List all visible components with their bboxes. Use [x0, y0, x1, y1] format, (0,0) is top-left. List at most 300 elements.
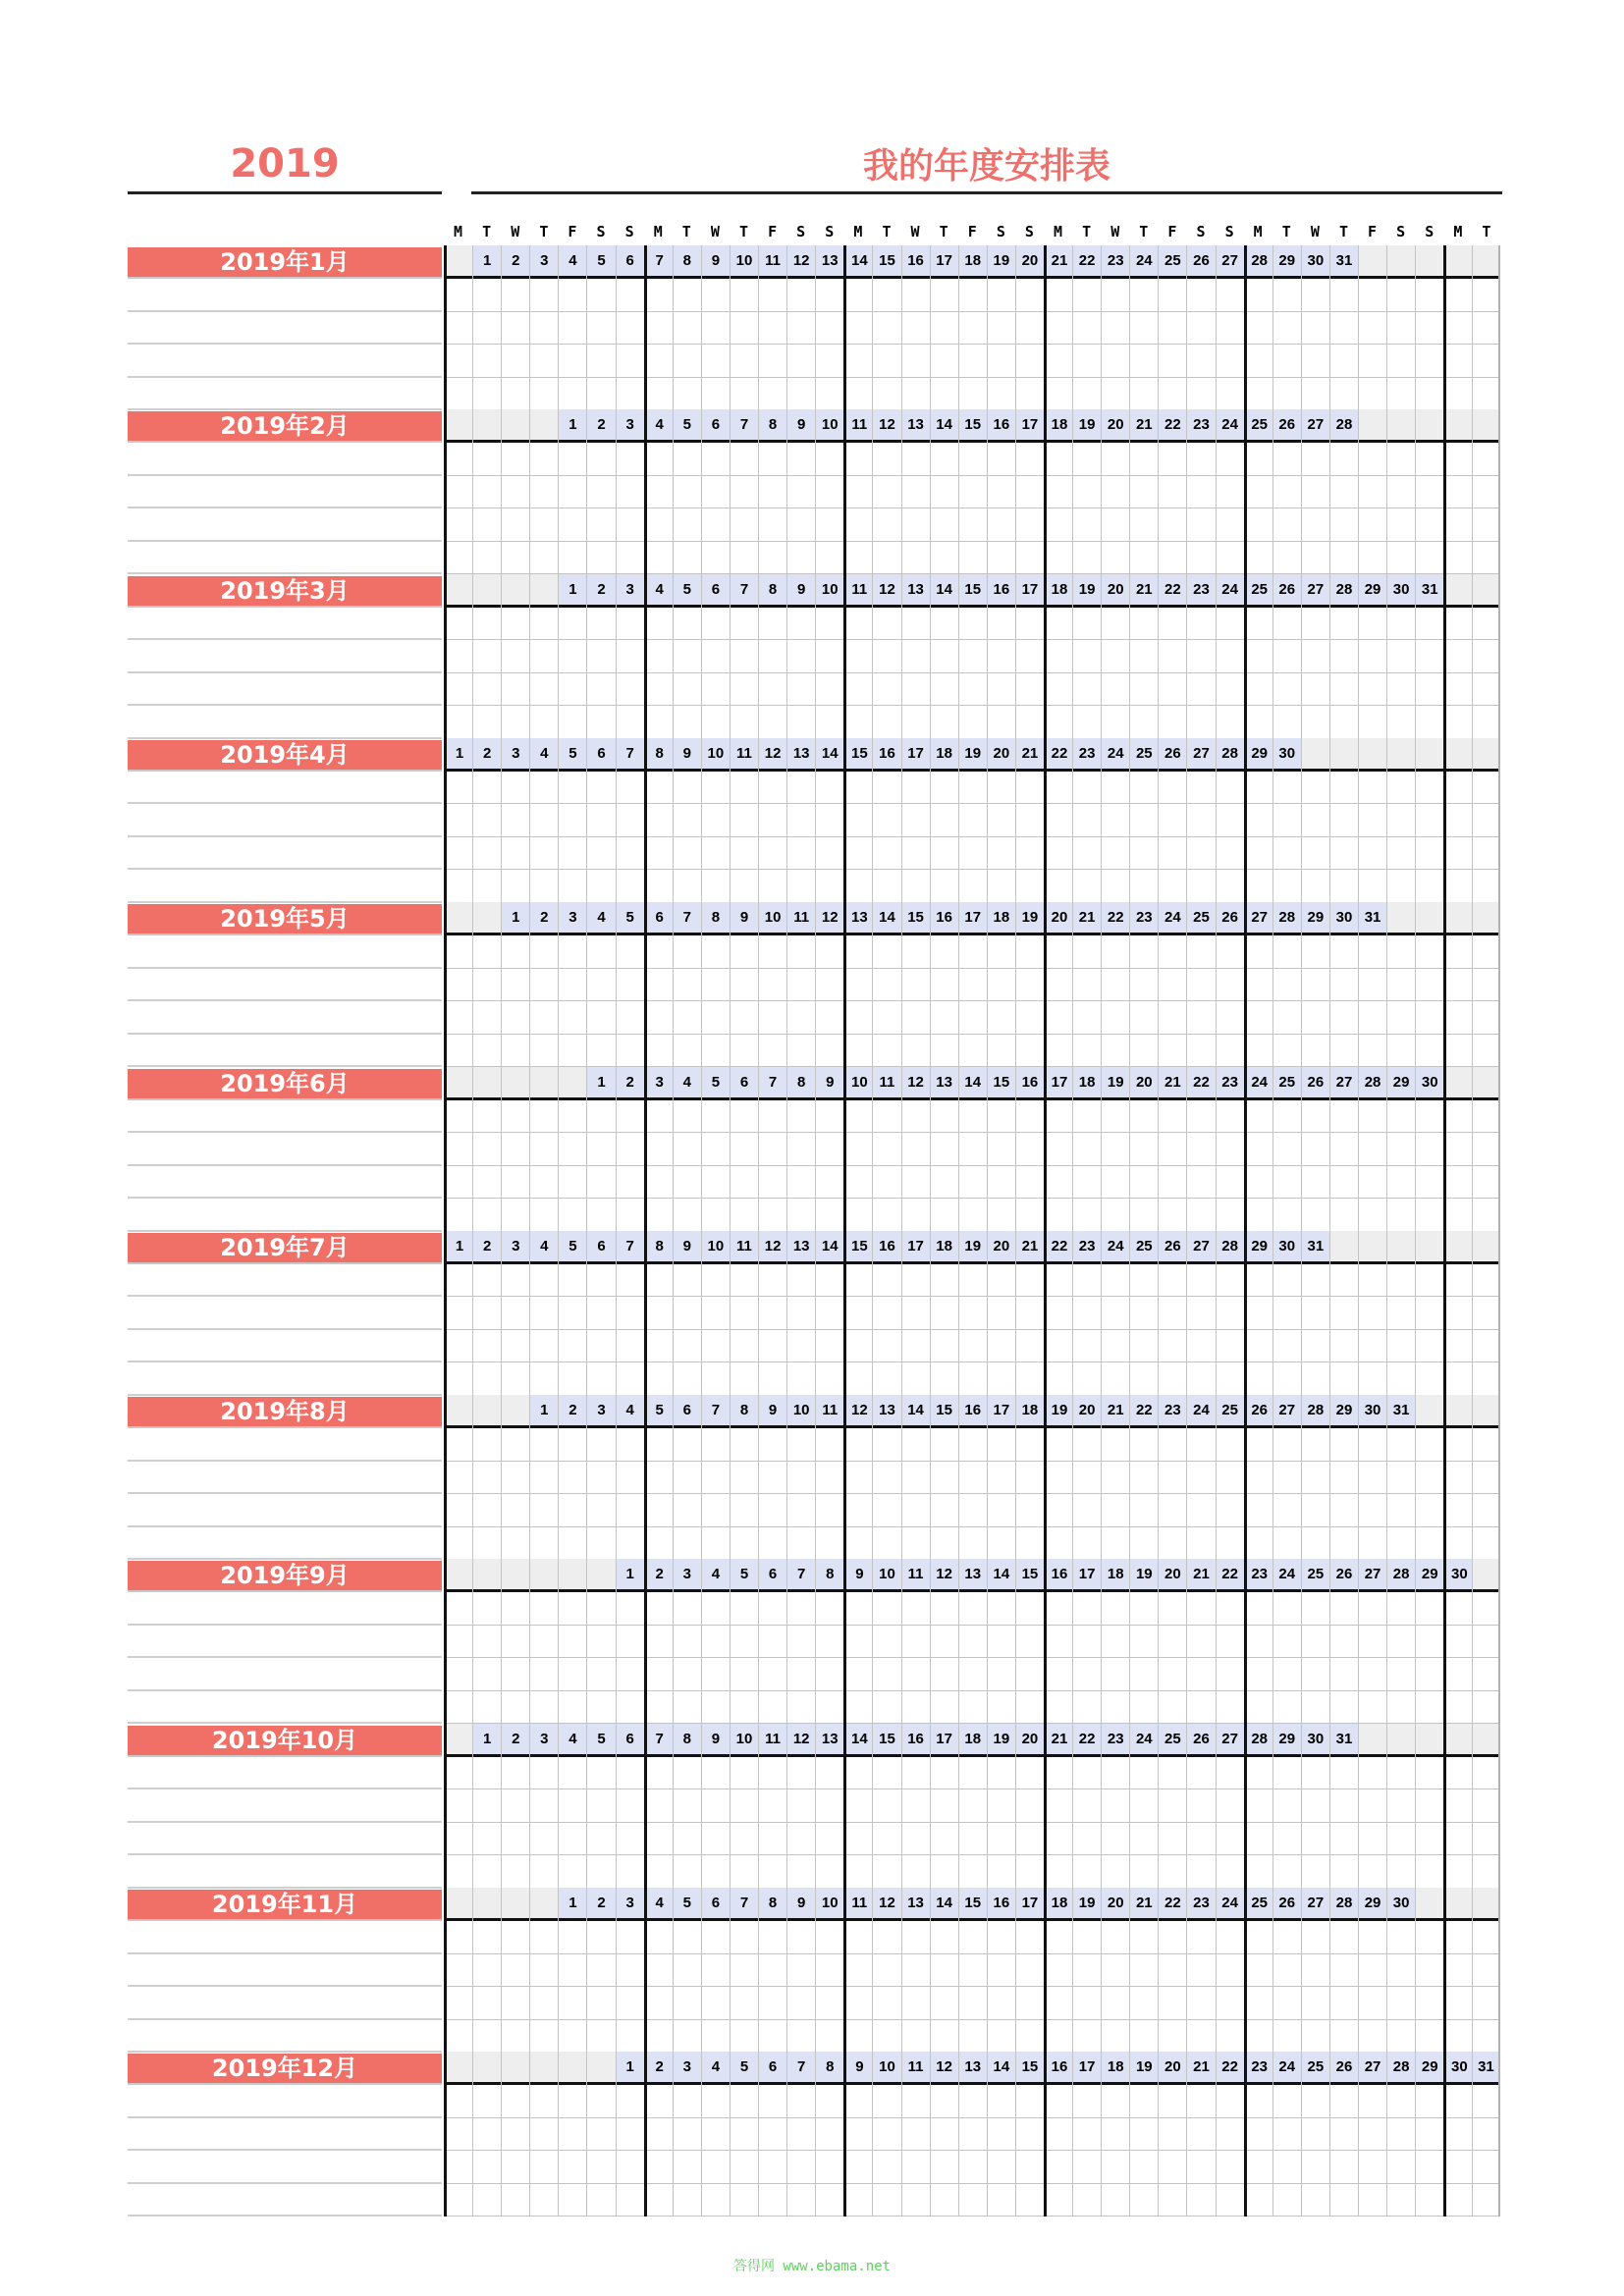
schedule-cell[interactable]	[1187, 508, 1215, 542]
schedule-cell[interactable]	[1359, 508, 1386, 542]
schedule-cell[interactable]	[502, 870, 529, 903]
schedule-cell[interactable]	[816, 1428, 843, 1462]
schedule-cell[interactable]	[1130, 1954, 1158, 1988]
schedule-cell[interactable]	[1416, 1330, 1443, 1363]
schedule-cell[interactable]	[846, 673, 872, 707]
schedule-cell[interactable]	[447, 2151, 472, 2184]
schedule-cell[interactable]	[902, 837, 930, 871]
schedule-cell[interactable]	[1217, 2151, 1244, 2184]
schedule-cell[interactable]	[1302, 1166, 1329, 1200]
schedule-cell[interactable]	[1302, 1001, 1329, 1035]
schedule-cell[interactable]	[759, 837, 786, 871]
schedule-cell[interactable]	[1446, 1035, 1472, 1068]
schedule-cell[interactable]	[846, 1462, 872, 1495]
schedule-cell[interactable]	[473, 1823, 501, 1856]
schedule-cell[interactable]	[1159, 1462, 1186, 1495]
schedule-cell[interactable]	[988, 1330, 1015, 1363]
schedule-cell[interactable]	[587, 378, 615, 411]
schedule-cell[interactable]	[1446, 1527, 1472, 1561]
schedule-cell[interactable]	[816, 2184, 843, 2217]
schedule-cell[interactable]	[1102, 1592, 1129, 1626]
schedule-cell[interactable]	[787, 2118, 815, 2152]
schedule-cell[interactable]	[988, 1592, 1015, 1626]
schedule-cell[interactable]	[787, 1297, 815, 1330]
schedule-cell[interactable]	[1359, 1133, 1386, 1166]
schedule-cell[interactable]	[1159, 608, 1186, 641]
schedule-cell[interactable]	[1217, 378, 1244, 411]
schedule-cell[interactable]	[959, 706, 987, 739]
schedule-cell[interactable]	[759, 2151, 786, 2184]
schedule-cell[interactable]	[816, 1001, 843, 1035]
schedule-cell[interactable]	[787, 476, 815, 509]
schedule-cell[interactable]	[530, 1199, 558, 1232]
schedule-cell[interactable]	[587, 1658, 615, 1691]
schedule-cell[interactable]	[1247, 804, 1272, 837]
schedule-cell[interactable]	[1473, 2151, 1498, 2184]
schedule-cell[interactable]	[1047, 1330, 1072, 1363]
schedule-cell[interactable]	[759, 1428, 786, 1462]
schedule-cell[interactable]	[1473, 1264, 1498, 1298]
schedule-cell[interactable]	[988, 542, 1015, 575]
schedule-cell[interactable]	[1016, 837, 1044, 871]
schedule-cell[interactable]	[846, 1264, 872, 1298]
schedule-cell[interactable]	[559, 1626, 586, 1659]
schedule-cell[interactable]	[1073, 2118, 1101, 2152]
schedule-cell[interactable]	[1073, 2020, 1101, 2054]
schedule-cell[interactable]	[447, 969, 472, 1002]
schedule-cell[interactable]	[1217, 935, 1244, 969]
schedule-cell[interactable]	[1217, 1691, 1244, 1725]
schedule-cell[interactable]	[1130, 804, 1158, 837]
schedule-cell[interactable]	[1047, 706, 1072, 739]
schedule-cell[interactable]	[759, 1199, 786, 1232]
schedule-cell[interactable]	[1130, 1987, 1158, 2020]
schedule-cell[interactable]	[1159, 837, 1186, 871]
schedule-cell[interactable]	[587, 476, 615, 509]
schedule-cell[interactable]	[902, 1855, 930, 1889]
schedule-cell[interactable]	[1302, 312, 1329, 346]
schedule-cell[interactable]	[702, 1035, 730, 1068]
schedule-cell[interactable]	[759, 279, 786, 312]
schedule-cell[interactable]	[846, 608, 872, 641]
schedule-cell[interactable]	[1387, 837, 1415, 871]
schedule-cell[interactable]	[1446, 706, 1472, 739]
schedule-cell[interactable]	[1047, 1035, 1072, 1068]
schedule-cell[interactable]	[1330, 673, 1358, 707]
schedule-cell[interactable]	[674, 1954, 701, 1988]
schedule-cell[interactable]	[931, 1462, 958, 1495]
schedule-cell[interactable]	[731, 1100, 758, 1134]
schedule-cell[interactable]	[931, 1954, 958, 1988]
schedule-cell[interactable]	[1187, 837, 1215, 871]
schedule-cell[interactable]	[530, 443, 558, 476]
schedule-cell[interactable]	[1159, 1100, 1186, 1134]
schedule-cell[interactable]	[502, 1035, 529, 1068]
schedule-cell[interactable]	[587, 2151, 615, 2184]
schedule-cell[interactable]	[530, 870, 558, 903]
schedule-cell[interactable]	[447, 608, 472, 641]
schedule-cell[interactable]	[702, 1264, 730, 1298]
schedule-cell[interactable]	[1302, 1987, 1329, 2020]
schedule-cell[interactable]	[1416, 1494, 1443, 1527]
schedule-cell[interactable]	[617, 508, 644, 542]
schedule-cell[interactable]	[447, 443, 472, 476]
schedule-cell[interactable]	[902, 542, 930, 575]
schedule-cell[interactable]	[1302, 1757, 1329, 1790]
schedule-cell[interactable]	[1416, 1527, 1443, 1561]
schedule-cell[interactable]	[1473, 476, 1498, 509]
schedule-cell[interactable]	[1273, 1133, 1301, 1166]
schedule-cell[interactable]	[587, 1954, 615, 1988]
schedule-cell[interactable]	[902, 935, 930, 969]
schedule-cell[interactable]	[1359, 837, 1386, 871]
schedule-cell[interactable]	[731, 1133, 758, 1166]
schedule-cell[interactable]	[617, 1166, 644, 1200]
schedule-cell[interactable]	[1247, 870, 1272, 903]
schedule-cell[interactable]	[502, 1100, 529, 1134]
schedule-cell[interactable]	[931, 1199, 958, 1232]
schedule-cell[interactable]	[674, 312, 701, 346]
schedule-cell[interactable]	[902, 804, 930, 837]
schedule-cell[interactable]	[1047, 1133, 1072, 1166]
schedule-cell[interactable]	[559, 476, 586, 509]
schedule-cell[interactable]	[1330, 935, 1358, 969]
schedule-cell[interactable]	[1302, 1921, 1329, 1954]
schedule-cell[interactable]	[1359, 1166, 1386, 1200]
schedule-cell[interactable]	[1446, 837, 1472, 871]
schedule-cell[interactable]	[816, 378, 843, 411]
schedule-cell[interactable]	[1359, 1494, 1386, 1527]
schedule-cell[interactable]	[530, 2085, 558, 2118]
schedule-cell[interactable]	[587, 1592, 615, 1626]
schedule-cell[interactable]	[674, 1330, 701, 1363]
schedule-cell[interactable]	[873, 1428, 900, 1462]
schedule-cell[interactable]	[1473, 508, 1498, 542]
schedule-cell[interactable]	[1047, 1297, 1072, 1330]
schedule-cell[interactable]	[702, 2020, 730, 2054]
schedule-cell[interactable]	[1273, 476, 1301, 509]
schedule-cell[interactable]	[1387, 378, 1415, 411]
schedule-cell[interactable]	[1130, 837, 1158, 871]
schedule-cell[interactable]	[647, 1789, 673, 1823]
schedule-cell[interactable]	[931, 1330, 958, 1363]
schedule-cell[interactable]	[1446, 935, 1472, 969]
schedule-cell[interactable]	[647, 1592, 673, 1626]
schedule-cell[interactable]	[1047, 1462, 1072, 1495]
schedule-cell[interactable]	[1359, 640, 1386, 673]
schedule-cell[interactable]	[587, 1428, 615, 1462]
schedule-cell[interactable]	[1359, 935, 1386, 969]
schedule-cell[interactable]	[787, 443, 815, 476]
schedule-cell[interactable]	[702, 2151, 730, 2184]
schedule-cell[interactable]	[559, 673, 586, 707]
schedule-cell[interactable]	[1102, 1264, 1129, 1298]
schedule-cell[interactable]	[1130, 378, 1158, 411]
schedule-cell[interactable]	[1016, 870, 1044, 903]
schedule-cell[interactable]	[447, 1987, 472, 2020]
schedule-cell[interactable]	[1187, 1691, 1215, 1725]
schedule-cell[interactable]	[1130, 2020, 1158, 2054]
schedule-cell[interactable]	[902, 443, 930, 476]
schedule-cell[interactable]	[647, 1954, 673, 1988]
schedule-cell[interactable]	[647, 1166, 673, 1200]
schedule-cell[interactable]	[1330, 508, 1358, 542]
schedule-cell[interactable]	[959, 2184, 987, 2217]
schedule-cell[interactable]	[617, 870, 644, 903]
schedule-cell[interactable]	[473, 1462, 501, 1495]
schedule-cell[interactable]	[530, 837, 558, 871]
schedule-cell[interactable]	[731, 1362, 758, 1396]
note-line[interactable]	[128, 804, 442, 837]
schedule-cell[interactable]	[1416, 1100, 1443, 1134]
schedule-cell[interactable]	[447, 1133, 472, 1166]
schedule-cell[interactable]	[559, 2085, 586, 2118]
schedule-cell[interactable]	[731, 1823, 758, 1856]
schedule-cell[interactable]	[1330, 1592, 1358, 1626]
schedule-cell[interactable]	[873, 608, 900, 641]
schedule-cell[interactable]	[1302, 508, 1329, 542]
schedule-cell[interactable]	[559, 2020, 586, 2054]
schedule-cell[interactable]	[587, 1297, 615, 1330]
schedule-cell[interactable]	[1016, 706, 1044, 739]
schedule-cell[interactable]	[787, 1789, 815, 1823]
schedule-cell[interactable]	[1446, 508, 1472, 542]
schedule-cell[interactable]	[1016, 345, 1044, 378]
schedule-cell[interactable]	[902, 1100, 930, 1134]
note-line[interactable]	[128, 2151, 442, 2184]
note-line[interactable]	[128, 1462, 442, 1495]
schedule-cell[interactable]	[902, 1297, 930, 1330]
schedule-cell[interactable]	[1387, 345, 1415, 378]
schedule-cell[interactable]	[1073, 1264, 1101, 1298]
schedule-cell[interactable]	[1359, 1592, 1386, 1626]
schedule-cell[interactable]	[647, 312, 673, 346]
schedule-cell[interactable]	[902, 1428, 930, 1462]
schedule-cell[interactable]	[988, 2085, 1015, 2118]
schedule-cell[interactable]	[1047, 1494, 1072, 1527]
schedule-cell[interactable]	[1102, 1757, 1129, 1790]
schedule-cell[interactable]	[502, 1362, 529, 1396]
schedule-cell[interactable]	[587, 1757, 615, 1790]
schedule-cell[interactable]	[1302, 640, 1329, 673]
schedule-cell[interactable]	[1047, 935, 1072, 969]
schedule-cell[interactable]	[530, 706, 558, 739]
schedule-cell[interactable]	[1130, 1494, 1158, 1527]
schedule-cell[interactable]	[1359, 1658, 1386, 1691]
schedule-cell[interactable]	[1446, 1362, 1472, 1396]
note-line[interactable]	[128, 1658, 442, 1691]
schedule-cell[interactable]	[816, 837, 843, 871]
schedule-cell[interactable]	[873, 706, 900, 739]
schedule-cell[interactable]	[1387, 1297, 1415, 1330]
schedule-cell[interactable]	[702, 1297, 730, 1330]
schedule-cell[interactable]	[1387, 1264, 1415, 1298]
schedule-cell[interactable]	[988, 1789, 1015, 1823]
schedule-cell[interactable]	[447, 508, 472, 542]
schedule-cell[interactable]	[873, 1921, 900, 1954]
schedule-cell[interactable]	[559, 1494, 586, 1527]
schedule-cell[interactable]	[617, 1954, 644, 1988]
schedule-cell[interactable]	[1446, 1592, 1472, 1626]
schedule-cell[interactable]	[587, 969, 615, 1002]
schedule-cell[interactable]	[1187, 443, 1215, 476]
schedule-cell[interactable]	[1217, 1133, 1244, 1166]
schedule-cell[interactable]	[1130, 1626, 1158, 1659]
schedule-cell[interactable]	[1302, 1199, 1329, 1232]
schedule-cell[interactable]	[1016, 1691, 1044, 1725]
schedule-cell[interactable]	[1416, 476, 1443, 509]
schedule-cell[interactable]	[647, 2020, 673, 2054]
schedule-cell[interactable]	[759, 1626, 786, 1659]
schedule-cell[interactable]	[959, 2118, 987, 2152]
schedule-cell[interactable]	[702, 1691, 730, 1725]
schedule-cell[interactable]	[1273, 1494, 1301, 1527]
schedule-cell[interactable]	[617, 1691, 644, 1725]
schedule-cell[interactable]	[559, 969, 586, 1002]
schedule-cell[interactable]	[1387, 1855, 1415, 1889]
schedule-cell[interactable]	[959, 1921, 987, 1954]
schedule-cell[interactable]	[1047, 542, 1072, 575]
schedule-cell[interactable]	[731, 804, 758, 837]
schedule-cell[interactable]	[702, 542, 730, 575]
schedule-cell[interactable]	[1330, 2020, 1358, 2054]
schedule-cell[interactable]	[1302, 1494, 1329, 1527]
schedule-cell[interactable]	[473, 1527, 501, 1561]
schedule-cell[interactable]	[647, 1527, 673, 1561]
schedule-cell[interactable]	[1416, 1133, 1443, 1166]
schedule-cell[interactable]	[530, 673, 558, 707]
schedule-cell[interactable]	[787, 1264, 815, 1298]
schedule-cell[interactable]	[1073, 1921, 1101, 1954]
schedule-cell[interactable]	[674, 2020, 701, 2054]
schedule-cell[interactable]	[1387, 1133, 1415, 1166]
schedule-cell[interactable]	[1073, 1133, 1101, 1166]
schedule-cell[interactable]	[846, 1658, 872, 1691]
schedule-cell[interactable]	[759, 1462, 786, 1495]
schedule-cell[interactable]	[530, 1100, 558, 1134]
schedule-cell[interactable]	[502, 2085, 529, 2118]
schedule-cell[interactable]	[647, 870, 673, 903]
schedule-cell[interactable]	[1273, 706, 1301, 739]
schedule-cell[interactable]	[447, 673, 472, 707]
schedule-cell[interactable]	[1187, 608, 1215, 641]
schedule-cell[interactable]	[1387, 2184, 1415, 2217]
schedule-cell[interactable]	[1187, 969, 1215, 1002]
schedule-cell[interactable]	[530, 1035, 558, 1068]
schedule-cell[interactable]	[702, 1494, 730, 1527]
schedule-cell[interactable]	[759, 378, 786, 411]
schedule-cell[interactable]	[1387, 476, 1415, 509]
schedule-cell[interactable]	[902, 640, 930, 673]
schedule-cell[interactable]	[846, 1297, 872, 1330]
schedule-cell[interactable]	[931, 1789, 958, 1823]
schedule-cell[interactable]	[559, 378, 586, 411]
schedule-cell[interactable]	[674, 2118, 701, 2152]
schedule-cell[interactable]	[816, 1757, 843, 1790]
schedule-cell[interactable]	[1159, 1199, 1186, 1232]
schedule-cell[interactable]	[502, 476, 529, 509]
schedule-cell[interactable]	[846, 969, 872, 1002]
schedule-cell[interactable]	[1330, 969, 1358, 1002]
schedule-cell[interactable]	[702, 2118, 730, 2152]
schedule-cell[interactable]	[530, 312, 558, 346]
schedule-cell[interactable]	[1217, 2118, 1244, 2152]
schedule-cell[interactable]	[1047, 1987, 1072, 2020]
schedule-cell[interactable]	[559, 640, 586, 673]
schedule-cell[interactable]	[1047, 1166, 1072, 1200]
schedule-cell[interactable]	[1446, 1462, 1472, 1495]
schedule-cell[interactable]	[702, 378, 730, 411]
schedule-cell[interactable]	[1446, 1100, 1472, 1134]
schedule-cell[interactable]	[759, 1494, 786, 1527]
schedule-cell[interactable]	[846, 772, 872, 805]
schedule-cell[interactable]	[1159, 706, 1186, 739]
schedule-cell[interactable]	[1302, 1592, 1329, 1626]
schedule-cell[interactable]	[787, 804, 815, 837]
schedule-cell[interactable]	[617, 837, 644, 871]
schedule-cell[interactable]	[1016, 1626, 1044, 1659]
schedule-cell[interactable]	[1473, 772, 1498, 805]
schedule-cell[interactable]	[1073, 935, 1101, 969]
schedule-cell[interactable]	[931, 673, 958, 707]
schedule-cell[interactable]	[1273, 508, 1301, 542]
schedule-cell[interactable]	[731, 1626, 758, 1659]
schedule-cell[interactable]	[1073, 542, 1101, 575]
schedule-cell[interactable]	[702, 1001, 730, 1035]
schedule-cell[interactable]	[1273, 279, 1301, 312]
schedule-cell[interactable]	[988, 1494, 1015, 1527]
schedule-cell[interactable]	[959, 1691, 987, 1725]
schedule-cell[interactable]	[787, 1133, 815, 1166]
schedule-cell[interactable]	[931, 443, 958, 476]
schedule-cell[interactable]	[1130, 1362, 1158, 1396]
schedule-cell[interactable]	[731, 378, 758, 411]
schedule-cell[interactable]	[1130, 870, 1158, 903]
schedule-cell[interactable]	[1130, 1001, 1158, 1035]
schedule-cell[interactable]	[846, 804, 872, 837]
schedule-cell[interactable]	[473, 1691, 501, 1725]
schedule-cell[interactable]	[1446, 772, 1472, 805]
schedule-cell[interactable]	[1273, 2118, 1301, 2152]
schedule-cell[interactable]	[587, 1330, 615, 1363]
schedule-cell[interactable]	[731, 1462, 758, 1495]
schedule-cell[interactable]	[674, 2151, 701, 2184]
schedule-cell[interactable]	[587, 1789, 615, 1823]
schedule-cell[interactable]	[674, 1362, 701, 1396]
schedule-cell[interactable]	[959, 935, 987, 969]
schedule-cell[interactable]	[1359, 673, 1386, 707]
schedule-cell[interactable]	[1247, 1954, 1272, 1988]
schedule-cell[interactable]	[674, 1001, 701, 1035]
schedule-cell[interactable]	[1302, 1823, 1329, 1856]
schedule-cell[interactable]	[1073, 345, 1101, 378]
schedule-cell[interactable]	[959, 837, 987, 871]
schedule-cell[interactable]	[931, 378, 958, 411]
schedule-cell[interactable]	[787, 1527, 815, 1561]
schedule-cell[interactable]	[1102, 1001, 1129, 1035]
schedule-cell[interactable]	[959, 2151, 987, 2184]
schedule-cell[interactable]	[1016, 1330, 1044, 1363]
schedule-cell[interactable]	[647, 673, 673, 707]
schedule-cell[interactable]	[731, 345, 758, 378]
schedule-cell[interactable]	[1159, 1494, 1186, 1527]
schedule-cell[interactable]	[617, 1987, 644, 2020]
schedule-cell[interactable]	[1073, 378, 1101, 411]
note-line[interactable]	[128, 1954, 442, 1988]
schedule-cell[interactable]	[530, 1592, 558, 1626]
schedule-cell[interactable]	[702, 476, 730, 509]
schedule-cell[interactable]	[447, 1166, 472, 1200]
